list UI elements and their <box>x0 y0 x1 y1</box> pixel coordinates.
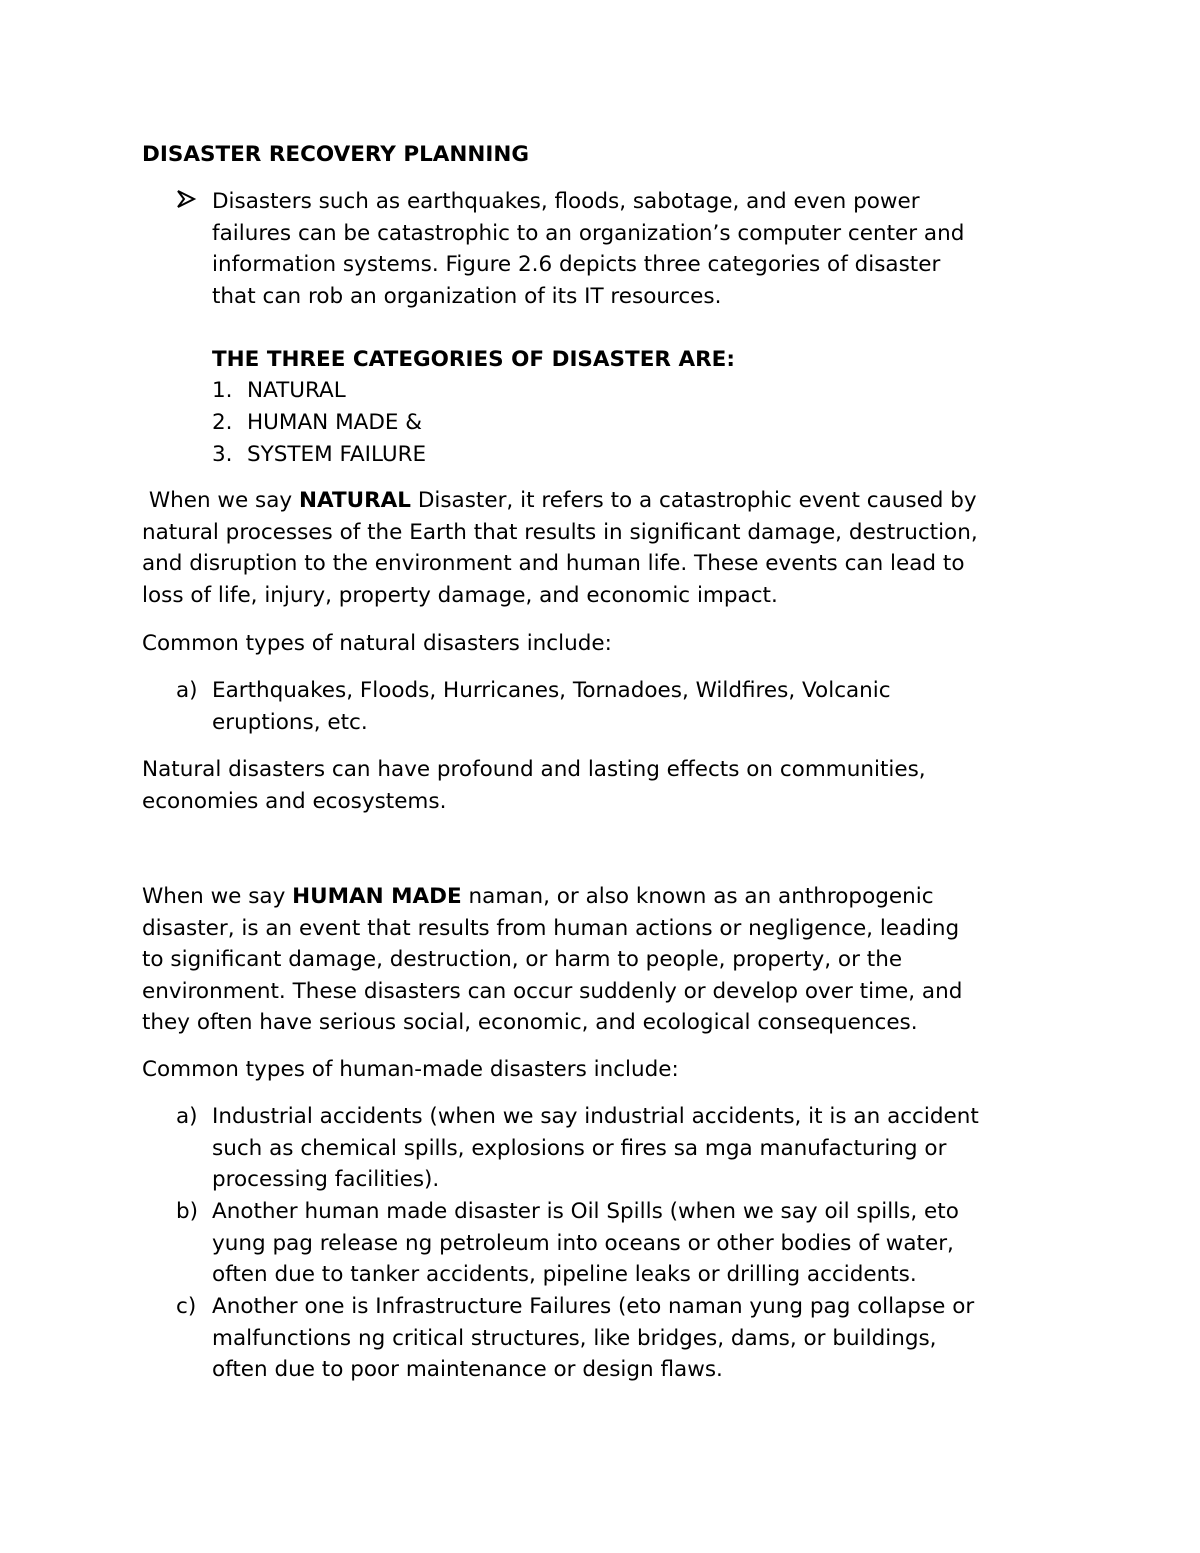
human-made-line: to significant damage, destruction, or harm to people, property, or the <box>142 947 903 972</box>
human-made-line-1 <box>142 881 962 913</box>
human-made-type-line: processing facilities). <box>212 1167 440 1192</box>
natural-line: natural processes of the Earth that results in significant damage, destruction, <box>142 519 978 545</box>
natural-line-1-pre: When we say <box>142 488 299 513</box>
natural-type-marker: a) <box>176 678 198 703</box>
natural-effects <box>142 754 926 817</box>
human-made-line: they often have serious social, economic, and ecological consequences. <box>142 1010 918 1035</box>
human-made-paragraph <box>142 881 962 1039</box>
natural-effects-line: economies and ecosystems. <box>142 788 447 814</box>
intro-bullet-text <box>212 186 964 312</box>
category-marker: 3. <box>212 442 233 467</box>
human-made-type-marker: b) <box>176 1199 199 1224</box>
natural-line-1 <box>142 485 978 517</box>
natural-line-1-post: Disaster, it refers to a catastrophic event caused by <box>410 488 977 513</box>
human-made-type-line: such as chemical spills, explosions or fires sa mga manufacturing or <box>212 1135 947 1161</box>
human-made-type-item <box>212 1291 974 1386</box>
natural-type-line: Earthquakes, Floods, Hurricanes, Tornadoes, Wildfires, Volcanic <box>212 678 891 703</box>
human-made-type-line: malfunctions ng critical structures, like bridges, dams, or buildings, <box>212 1325 937 1351</box>
document-title: DISASTER RECOVERY PLANNING <box>142 142 530 167</box>
human-made-line-1-pre: When we say <box>142 884 293 909</box>
human-made-line-1-post: naman, or also known as an anthropogenic <box>461 884 934 909</box>
human-made-line: environment. These disasters can occur suddenly or develop over time, and <box>142 978 963 1004</box>
natural-type-item <box>212 675 891 738</box>
category-item: NATURAL <box>247 378 346 403</box>
human-made-type-line: often due to poor maintenance or design flaws. <box>212 1357 723 1382</box>
human-made-types-intro: Common types of human-made disasters include: <box>142 1057 679 1082</box>
human-made-type-marker: c) <box>176 1294 197 1319</box>
natural-effects-line: Natural disasters can have profound and lasting effects on communities, <box>142 757 926 782</box>
natural-type-line: eruptions, etc. <box>212 709 368 735</box>
human-made-type-marker: a) <box>176 1104 198 1129</box>
human-made-type-item <box>212 1101 979 1196</box>
category-item: HUMAN MADE & <box>247 410 423 435</box>
intro-line: Disasters such as earthquakes, floods, sabotage, and even power <box>212 189 920 214</box>
category-marker: 2. <box>212 410 233 435</box>
categories-heading: THE THREE CATEGORIES OF DISASTER ARE: <box>212 347 735 372</box>
category-item: SYSTEM FAILURE <box>247 442 427 467</box>
intro-line: that can rob an organization of its IT resources. <box>212 283 722 309</box>
human-made-type-line: Another human made disaster is Oil Spills (when we say oil spills, eto <box>212 1199 959 1224</box>
human-made-type-line: Industrial accidents (when we say industrial accidents, it is an accident <box>212 1104 979 1129</box>
arrow-bullet-icon <box>176 188 198 210</box>
human-made-type-line: Another one is Infrastructure Failures (eto naman yung pag collapse or <box>212 1294 975 1319</box>
category-marker: 1. <box>212 378 233 403</box>
human-made-type-item <box>212 1196 959 1291</box>
natural-line: and disruption to the environment and human life. These events can lead to <box>142 551 965 576</box>
human-made-type-line: often due to tanker accidents, pipeline leaks or drilling accidents. <box>212 1262 917 1287</box>
natural-keyword: NATURAL <box>299 488 411 513</box>
human-made-line: disaster, is an event that results from human actions or negligence, leading <box>142 915 960 941</box>
human-made-keyword: HUMAN MADE <box>292 884 462 909</box>
intro-line: failures can be catastrophic to an organization’s computer center and <box>212 220 965 246</box>
natural-line: loss of life, injury, property damage, and economic impact. <box>142 582 778 608</box>
natural-types-intro: Common types of natural disasters include: <box>142 631 612 656</box>
intro-line: information systems. Figure 2.6 depicts three categories of disaster <box>212 252 941 277</box>
natural-paragraph <box>142 485 978 611</box>
human-made-type-line: yung pag release ng petroleum into oceans or other bodies of water, <box>212 1230 954 1256</box>
